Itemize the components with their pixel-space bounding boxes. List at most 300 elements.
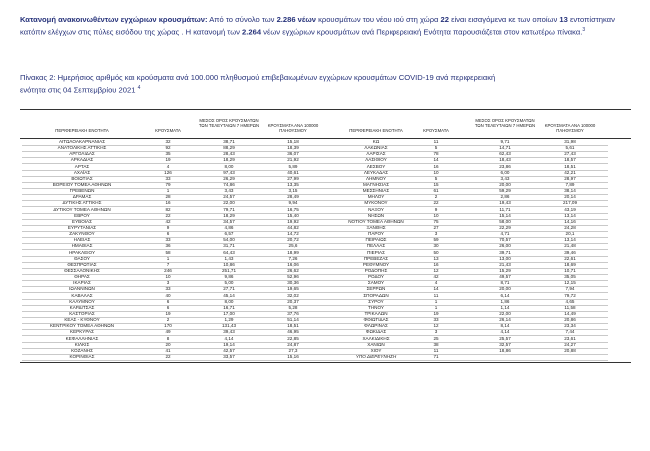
left-case-count: 33 — [165, 237, 171, 243]
left-seven-day-average: 39,43 — [223, 329, 235, 335]
left-case-count: 79 — [165, 181, 171, 187]
footnote-ref: 3 — [582, 27, 586, 33]
right-cases-per-100k: 39,46 — [564, 249, 576, 255]
left-cases-per-100k: 27,99 — [287, 175, 299, 181]
right-cases-per-100k: 24,27 — [564, 341, 576, 347]
left-region-name: ΘΕΣΣΑΛΟΝΙΚΗΣ — [64, 267, 100, 273]
right-cases-per-100k: 20,88 — [564, 347, 576, 353]
left-case-count: 8 — [166, 335, 170, 341]
right-cases-per-100k: 21,48 — [564, 243, 576, 249]
right-case-count: 3 — [434, 329, 438, 335]
right-case-count: 42 — [433, 274, 439, 280]
left-seven-day-average: 17,00 — [223, 310, 235, 316]
right-seven-day-average: 26,00 — [499, 243, 511, 249]
right-region-name: ΤΡΙΚΑΛΩΝ — [364, 310, 388, 316]
left-seven-day-average: 4,14 — [224, 335, 234, 341]
left-cases-per-100k: 5,28 — [288, 304, 298, 310]
right-seven-day-average: 13,00 — [499, 255, 511, 261]
right-seven-day-average: 19,43 — [499, 200, 511, 206]
right-cases-per-100k: 43,19 — [564, 206, 576, 212]
left-seven-day-average: 22,00 — [223, 200, 235, 206]
right-case-count: 10 — [433, 169, 439, 175]
right-seven-day-average: 20,00 — [499, 286, 511, 292]
right-cases-per-100k: 42,21 — [564, 169, 576, 175]
left-seven-day-average: 8,00 — [224, 298, 234, 304]
table-body — [0, 139, 650, 360]
left-region-name: ΑΙΤΩΛΟΑΚΑΡΝΑΝΙΑΣ — [58, 139, 106, 144]
right-case-count: 30 — [433, 243, 439, 249]
left-region-name: ΚΕΑΣ - ΚΥΘΝΟΥ — [64, 317, 100, 323]
left-case-count: 33 — [165, 286, 171, 292]
left-case-count: 22 — [165, 353, 171, 359]
left-seven-day-average: 9,86 — [224, 274, 234, 280]
left-seven-day-average: 19,14 — [223, 341, 235, 347]
right-seven-day-average: 6,14 — [500, 292, 510, 298]
right-region-name: ΡΕΘΥΜΝΟΥ — [362, 261, 390, 267]
right-region-name: ΡΟΔΟΠΗΣ — [364, 267, 388, 273]
right-case-count: 5 — [434, 175, 438, 181]
intro-text: νέων εγχώριων κρουσμάτων ανά Περιφερειακή Ενότητα παρουσιάζεται στον κατωτέρω πίνακα. — [261, 27, 583, 37]
left-case-count: 170 — [164, 323, 172, 329]
left-case-count: 22 — [165, 212, 171, 218]
left-case-count: 2 — [166, 317, 170, 323]
right-seven-day-average: 4,71 — [500, 231, 510, 237]
right-case-count: 59 — [433, 237, 439, 243]
intro-new-cases: 2.286 νέων — [276, 15, 316, 24]
right-cases-per-100k: 14,49 — [564, 310, 576, 316]
right-cases-per-100k: 24,28 — [564, 224, 576, 230]
caption-line-2: ενότητα στις 04 Σεπτεμβρίου 2021 — [20, 85, 136, 95]
header-avg: ΜΕΣΟΣ ΟΡΟΣ ΚΡΟΥΣΜΑΤΩΝ ΤΩΝ ΤΕΛΕΥΤΑΙΩΝ 7 ΗΜΕΡΩΝ — [198, 118, 260, 128]
left-region-name: ΒΟΙΩΤΙΑΣ — [71, 175, 93, 181]
right-case-count: 10 — [433, 212, 439, 218]
right-case-count: 78 — [433, 151, 439, 157]
left-case-count: 41 — [165, 347, 171, 353]
intro-paragraph — [20, 14, 632, 38]
left-region-name: ΕΒΡΟΥ — [74, 212, 90, 218]
intro-heading: Κατανομή ανακοινωθέντων εγχώριων κρουσμάτων: — [20, 15, 208, 24]
right-region-name: ΛΕΣΒΟΥ — [366, 163, 386, 169]
left-case-count: 58 — [165, 249, 171, 255]
intro-border-count: 13 — [559, 15, 568, 24]
right-case-count: 33 — [433, 317, 439, 323]
right-region-name: ΚΩ — [372, 139, 380, 144]
left-region-name: ΚΟΡΙΝΘΙΑΣ — [69, 353, 95, 359]
right-seven-day-average: 11,71 — [499, 206, 511, 212]
right-seven-day-average: 18,86 — [499, 347, 511, 353]
right-region-name: ΦΩΚΙΔΑΣ — [365, 329, 387, 335]
right-case-count: 50 — [433, 249, 439, 255]
right-case-count: 27 — [433, 224, 439, 230]
right-region-name: ΣΕΡΡΩΝ — [366, 286, 386, 292]
left-region-name: ΑΝΑΤΟΛΙΚΗΣ ΑΤΤΙΚΗΣ — [57, 145, 107, 151]
left-case-count: 1 — [166, 255, 170, 261]
left-cases-per-100k: 26,62 — [287, 267, 299, 273]
row-divider — [326, 360, 608, 361]
right-case-count: 4 — [434, 280, 438, 286]
left-case-count: 1 — [166, 188, 170, 194]
right-region-name: ΝΑΞΟΥ — [368, 206, 384, 212]
right-seven-day-average: 58,00 — [499, 218, 511, 224]
footnote-ref: 4 — [137, 85, 141, 91]
left-seven-day-average: 42,57 — [223, 347, 235, 353]
left-case-count: 16 — [165, 200, 171, 206]
right-cases-per-100k: 20,86 — [564, 317, 576, 323]
right-region-name: ΧΙΟΥ — [370, 347, 382, 353]
left-cases-per-100k: 9,94 — [288, 200, 298, 206]
left-region-name: ΔΥΤΙΚΟΥ ΤΟΜΕΑ ΑΘΗΝΩΝ — [53, 206, 111, 212]
left-case-count: 42 — [165, 218, 171, 224]
left-case-count: 36 — [165, 243, 171, 249]
right-region-name: ΛΑΣΙΘΙΟΥ — [365, 157, 387, 163]
right-seven-day-average: 1,14 — [500, 304, 510, 310]
header-region: ΠΕΡΙΦΕΡΕΙΑΚΗ ΕΝΟΤΗΤΑ — [55, 128, 109, 133]
header-region-right: ΠΕΡΙΦΕΡΕΙΑΚΗ ΕΝΟΤΗΤΑ — [349, 128, 403, 133]
left-seven-day-average: 131,43 — [221, 323, 237, 329]
left-seven-day-average: 27,71 — [223, 286, 235, 292]
right-cases-per-100k: 5,61 — [565, 145, 575, 151]
left-seven-day-average: 1,29 — [224, 317, 234, 323]
right-region-name: ΠΕΛΛΑΣ — [366, 243, 386, 249]
right-region-name: ΧΑΛΚΙΔΙΚΗΣ — [362, 335, 390, 341]
right-cases-per-100k: 38,14 — [564, 188, 576, 194]
right-cases-per-100k: 217,09 — [562, 200, 578, 206]
left-cases-per-100k: 13,35 — [287, 181, 299, 187]
right-region-name: ΡΟΔΟΥ — [367, 274, 384, 280]
right-cases-per-100k: 20,1 — [565, 231, 575, 237]
left-cases-per-100k: 24,87 — [287, 341, 299, 347]
right-region-name: ΜΑΓΝΗΣΙΑΣ — [362, 181, 390, 187]
left-case-count: 32 — [165, 139, 171, 144]
header-per100k: ΚΡΟΥΣΜΑΤΑ ΑΝΑ 100000 ΠΛΗΘΥΣΜΟΥ — [267, 123, 319, 133]
right-seven-day-average: 25,57 — [499, 335, 511, 341]
left-region-name: ΚΕΝΤΡΙΚΟΥ ΤΟΜΕΑ ΑΘΗΝΩΝ — [49, 323, 115, 329]
right-seven-day-average: 59,29 — [499, 188, 511, 194]
right-region-name: ΥΠΟ ΔΙΕΡΕΥΝΗΣΗ — [355, 353, 397, 359]
right-seven-day-average: 1,86 — [500, 298, 510, 304]
left-region-name: ΚΑΒΑΛΑΣ — [71, 292, 93, 298]
right-case-count: 5 — [434, 145, 438, 151]
left-cases-per-100k: 18,39 — [287, 145, 299, 151]
left-seven-day-average: 251,71 — [221, 267, 237, 273]
right-region-name: ΜΥΚΟΝΟΥ — [364, 200, 388, 206]
left-cases-per-100k: 15,16 — [287, 353, 299, 359]
right-seven-day-average: 39,71 — [499, 249, 511, 255]
left-seven-day-average: 34,57 — [223, 218, 235, 224]
left-cases-per-100k: 20,37 — [287, 298, 299, 304]
right-region-name: ΣΑΜΟΥ — [367, 280, 385, 286]
left-seven-day-average: 26,29 — [223, 175, 235, 181]
left-region-name: ΘΑΣΟΥ — [74, 255, 90, 261]
left-case-count: 4 — [166, 163, 170, 169]
right-case-count: 16 — [433, 261, 439, 267]
left-cases-per-100k: 22,85 — [287, 335, 299, 341]
left-seven-day-average: 45,14 — [223, 292, 235, 298]
right-seven-day-average: 9,71 — [500, 139, 510, 144]
right-region-name: ΣΠΟΡΑΔΩΝ — [363, 292, 389, 298]
right-case-count: 38 — [433, 341, 439, 347]
right-case-count: 16 — [433, 163, 439, 169]
table-bottom-rule — [20, 362, 631, 363]
left-cases-per-100k: 25,6 — [288, 243, 298, 249]
left-region-name: ΖΑΚΥΝΘΟΥ — [69, 231, 95, 237]
left-region-name: ΓΡΕΒΕΝΩΝ — [69, 188, 95, 194]
right-region-name: ΜΕΣΣΗΝΙΑΣ — [362, 188, 390, 194]
right-cases-per-100k: 7,89 — [565, 181, 575, 187]
right-case-count: 14 — [433, 286, 439, 292]
left-case-count: 19 — [165, 157, 171, 163]
left-seven-day-average: 74,86 — [223, 181, 235, 187]
right-seven-day-average: 18,43 — [499, 157, 511, 163]
row-divider — [22, 360, 326, 361]
right-cases-per-100k: 23,61 — [564, 335, 576, 341]
right-region-name: ΣΥΡΟΥ — [368, 298, 384, 304]
right-case-count: 11 — [433, 292, 439, 298]
intro-text: κρουσμάτων του νέου ιού στη χώρα — [315, 15, 441, 24]
left-case-count: 20 — [165, 341, 171, 347]
left-region-name: ΙΩΑΝΝΙΝΩΝ — [69, 286, 95, 292]
intro-domestic-count: 2.264 — [242, 27, 262, 37]
right-case-count: 3 — [434, 231, 438, 237]
left-seven-day-average: 3,43 — [224, 188, 234, 194]
right-cases-per-100k: 31,98 — [564, 139, 576, 144]
left-seven-day-average: 88,29 — [223, 145, 235, 151]
right-case-count: 12 — [433, 323, 439, 329]
left-region-name: ΚΑΡΔΙΤΣΑΣ — [69, 304, 95, 310]
right-cases-per-100k: 4,65 — [565, 298, 575, 304]
right-cases-per-100k: 79,72 — [564, 292, 576, 298]
right-region-name: ΠΡΕΒΕΖΑΣ — [363, 255, 389, 261]
left-cases-per-100k: 14,72 — [287, 231, 299, 237]
left-cases-per-100k: 40,61 — [287, 169, 299, 175]
left-seven-day-average: 31,71 — [223, 243, 235, 249]
right-region-name: ΠΑΡΟΥ — [368, 231, 384, 237]
left-seven-day-average: 24,57 — [223, 194, 235, 200]
right-seven-day-average: 15,29 — [499, 267, 511, 273]
left-case-count: 9 — [166, 224, 170, 230]
left-cases-per-100k: 44,82 — [287, 224, 299, 230]
right-seven-day-average: 20,00 — [499, 181, 511, 187]
right-region-name: ΠΕΙΡΑΙΩΣ — [365, 237, 387, 243]
intro-imported-count: 22 — [440, 15, 449, 24]
right-cases-per-100k: 22,61 — [564, 255, 576, 261]
right-seven-day-average: 23,86 — [499, 163, 511, 169]
left-region-name: ΑΡΓΟΛΙΔΑΣ — [69, 151, 95, 157]
left-seven-day-average: 18,29 — [223, 157, 235, 163]
left-region-name: ΚΟΖΑΝΗΣ — [71, 347, 93, 353]
table-row — [0, 354, 650, 360]
left-region-name: ΗΜΑΘΙΑΣ — [71, 243, 93, 249]
left-seven-day-average: 28,43 — [223, 151, 235, 157]
table-caption — [20, 72, 632, 96]
left-case-count: 126 — [164, 169, 172, 175]
left-region-name: ΚΕΡΚΥΡΑΣ — [70, 329, 94, 335]
right-seven-day-average: 8,14 — [500, 323, 510, 329]
right-region-name: ΦΘΙΩΤΙΔΑΣ — [363, 317, 389, 323]
left-cases-per-100k: 30,36 — [287, 280, 299, 286]
right-cases-per-100k: 20,14 — [564, 194, 576, 200]
left-cases-per-100k: 5,89 — [288, 163, 298, 169]
right-cases-per-100k: 12,15 — [564, 280, 576, 286]
table-top-rule — [20, 109, 631, 110]
left-case-count: 10 — [165, 274, 171, 280]
left-cases-per-100k: 27,3 — [288, 347, 298, 353]
left-region-name: ΘΗΡΑΣ — [74, 274, 90, 280]
left-region-name: ΑΡΚΑΔΙΑΣ — [70, 157, 94, 163]
left-case-count: 6 — [166, 231, 170, 237]
right-region-name: ΛΗΜΝΟΥ — [365, 175, 387, 181]
intro-text: Από το σύνολο των — [207, 15, 277, 24]
left-cases-per-100k: 7,26 — [288, 255, 298, 261]
left-region-name: ΗΡΑΚΛΕΙΟΥ — [68, 249, 96, 255]
right-cases-per-100k: 27,43 — [564, 151, 576, 157]
right-seven-day-average: 26,14 — [499, 317, 511, 323]
table-header — [0, 112, 650, 138]
left-region-name: ΑΧΑΪΑΣ — [73, 169, 91, 175]
right-cases-per-100k: 18,51 — [564, 163, 576, 169]
right-case-count: 61 — [433, 188, 439, 194]
left-region-name: ΚΑΣΤΟΡΙΑΣ — [69, 310, 95, 316]
right-seven-day-average: 14,71 — [499, 145, 511, 151]
left-case-count: 3 — [166, 280, 170, 286]
left-cases-per-100k: 15,18 — [287, 139, 299, 144]
left-seven-day-average: 64,43 — [223, 249, 235, 255]
intro-text: είναι εισαγόμενα κε των οποίων — [448, 15, 560, 24]
left-seven-day-average: 6,57 — [224, 231, 234, 237]
right-region-name: ΦΛΩΡΙΝΑΣ — [364, 323, 388, 329]
right-case-count: 1 — [434, 304, 438, 310]
left-seven-day-average: 1,43 — [224, 255, 234, 261]
right-seven-day-average: 49,57 — [499, 274, 511, 280]
right-region-name: ΞΑΝΘΗΣ — [366, 224, 386, 230]
right-seven-day-average: 62,43 — [499, 151, 511, 157]
left-case-count: 7 — [166, 261, 170, 267]
right-seven-day-average: 2,86 — [500, 194, 510, 200]
left-cases-per-100k: 36,07 — [287, 151, 299, 157]
right-cases-per-100k: 11,58 — [564, 304, 576, 310]
left-case-count: 35 — [165, 151, 171, 157]
left-seven-day-average: 10,86 — [223, 261, 235, 267]
left-region-name: ΗΛΕΙΑΣ — [73, 237, 91, 243]
right-cases-per-100k: 13,14 — [564, 212, 576, 218]
left-region-name: ΑΡΤΑΣ — [74, 163, 90, 169]
right-case-count: 9 — [434, 206, 438, 212]
right-seven-day-average: 22,29 — [499, 224, 511, 230]
right-seven-day-average: 22,00 — [499, 310, 511, 316]
left-region-name: ΚΕΦΑΛΛΗΝΙΑΣ — [65, 335, 99, 341]
right-cases-per-100k: 13,14 — [564, 237, 576, 243]
right-region-name: ΛΑΡΙΣΑΣ — [366, 151, 386, 157]
left-cases-per-100k: 37,76 — [287, 310, 299, 316]
right-case-count: 12 — [433, 267, 439, 273]
right-case-count: 25 — [433, 335, 439, 341]
right-cases-per-100k: 18,69 — [564, 261, 576, 267]
left-region-name: ΔΥΤΙΚΗΣ ΑΤΤΙΚΗΣ — [62, 200, 102, 206]
left-region-name: ΕΥΒΟΙΑΣ — [72, 218, 92, 224]
right-region-name: ΛΕΥΚΑΔΑΣ — [363, 169, 389, 175]
left-cases-per-100k: 18,99 — [287, 249, 299, 255]
right-region-name: ΤΗΝΟΥ — [368, 304, 384, 310]
left-seven-day-average: 5,00 — [224, 280, 234, 286]
right-cases-per-100k: 18,57 — [564, 157, 576, 163]
left-case-count: 49 — [165, 329, 171, 335]
right-cases-per-100k: 7,94 — [565, 286, 575, 292]
left-region-name: ΒΟΡΕΙΟΥ ΤΟΜΕΑ ΑΘΗΝΩΝ — [52, 181, 112, 187]
left-cases-per-100k: 16,06 — [287, 261, 299, 267]
left-seven-day-average: 38,71 — [223, 139, 235, 144]
left-case-count: 246 — [164, 267, 172, 273]
right-cases-per-100k: 28,97 — [564, 175, 576, 181]
left-cases-per-100k: 21,92 — [287, 157, 299, 163]
left-cases-per-100k: 16,75 — [287, 206, 299, 212]
right-case-count: 13 — [433, 255, 439, 261]
right-cases-per-100k: 10,71 — [564, 267, 576, 273]
right-cases-per-100k: 14,16 — [564, 218, 576, 224]
right-seven-day-average: 21,43 — [499, 261, 511, 267]
left-cases-per-100k: 18,51 — [287, 323, 299, 329]
left-region-name: ΘΕΣΠΡΩΤΙΑΣ — [67, 261, 97, 267]
right-case-count: 19 — [433, 310, 439, 316]
left-seven-day-average: 18,29 — [223, 212, 235, 218]
right-case-count: 71 — [433, 353, 439, 359]
left-case-count: 82 — [165, 206, 171, 212]
right-region-name: ΝΗΣΩΝ — [367, 212, 385, 218]
right-cases-per-100k: 23,34 — [564, 323, 576, 329]
right-seven-day-average: 3,43 — [500, 175, 510, 181]
right-case-count: 11 — [433, 347, 439, 353]
left-case-count: 92 — [165, 145, 171, 151]
left-region-name: ΚΙΛΚΙΣ — [74, 341, 90, 347]
right-case-count: 75 — [433, 218, 439, 224]
right-cases-per-100k: 35,05 — [564, 274, 576, 280]
right-case-count: 11 — [433, 139, 439, 144]
left-seven-day-average: 33,57 — [223, 353, 235, 359]
right-case-count: 1 — [434, 298, 438, 304]
right-seven-day-average: 15,14 — [499, 212, 511, 218]
header-avg-right: ΜΕΣΟΣ ΟΡΟΣ ΚΡΟΥΣΜΑΤΩΝ ΤΩΝ ΤΕΛΕΥΤΑΙΩΝ 7 ΗΜΕΡΩΝ — [474, 118, 536, 128]
right-seven-day-average: 32,57 — [499, 341, 511, 347]
right-seven-day-average: 70,57 — [499, 237, 511, 243]
right-seven-day-average: 8,71 — [500, 280, 510, 286]
right-case-count: 15 — [433, 181, 439, 187]
left-cases-per-100k: 3,15 — [288, 188, 298, 194]
left-cases-per-100k: 15,40 — [287, 212, 299, 218]
left-case-count: 28 — [165, 194, 171, 200]
right-region-name: ΠΙΕΡΙΑΣ — [367, 249, 385, 255]
right-case-count: 14 — [433, 157, 439, 163]
left-seven-day-average: 79,71 — [223, 206, 235, 212]
left-seven-day-average: 54,00 — [223, 237, 235, 243]
left-cases-per-100k: 19,65 — [287, 286, 299, 292]
right-seven-day-average: 6,00 — [500, 169, 510, 175]
left-seven-day-average: 16,71 — [223, 304, 235, 310]
caption-line-1: Πίνακας 2: Ημερήσιος αριθμός και κρούσματα ανά 100.000 πληθυσμού επιβεβαιωμένων εγχώριων κρουσμάτων COVID-19 ανά περιφερειακή — [20, 73, 496, 82]
left-cases-per-100k: 46,95 — [287, 329, 299, 335]
left-region-name: ΚΑΛΥΜΝΟΥ — [69, 298, 95, 304]
right-seven-day-average: 4,14 — [500, 329, 510, 335]
left-case-count: 33 — [165, 175, 171, 181]
right-region-name: ΝΟΤΙΟΥ ΤΟΜΕΑ ΑΘΗΝΩΝ — [348, 218, 404, 224]
left-case-count: 19 — [165, 310, 171, 316]
header-per100k-right: ΚΡΟΥΣΜΑΤΑ ΑΝΑ 100000 ΠΛΗΘΥΣΜΟΥ — [544, 123, 596, 133]
left-region-name: ΙΚΑΡΙΑΣ — [73, 280, 91, 286]
left-seven-day-average: 4,86 — [224, 224, 234, 230]
right-case-count: 2 — [434, 194, 438, 200]
left-case-count: 6 — [166, 304, 170, 310]
header-cases-right: ΚΡΟΥΣΜΑΤΑ — [423, 128, 449, 133]
right-region-name: ΛΑΚΩΝΙΑΣ — [364, 145, 388, 151]
right-region-name: ΧΑΝΙΩΝ — [367, 341, 385, 347]
